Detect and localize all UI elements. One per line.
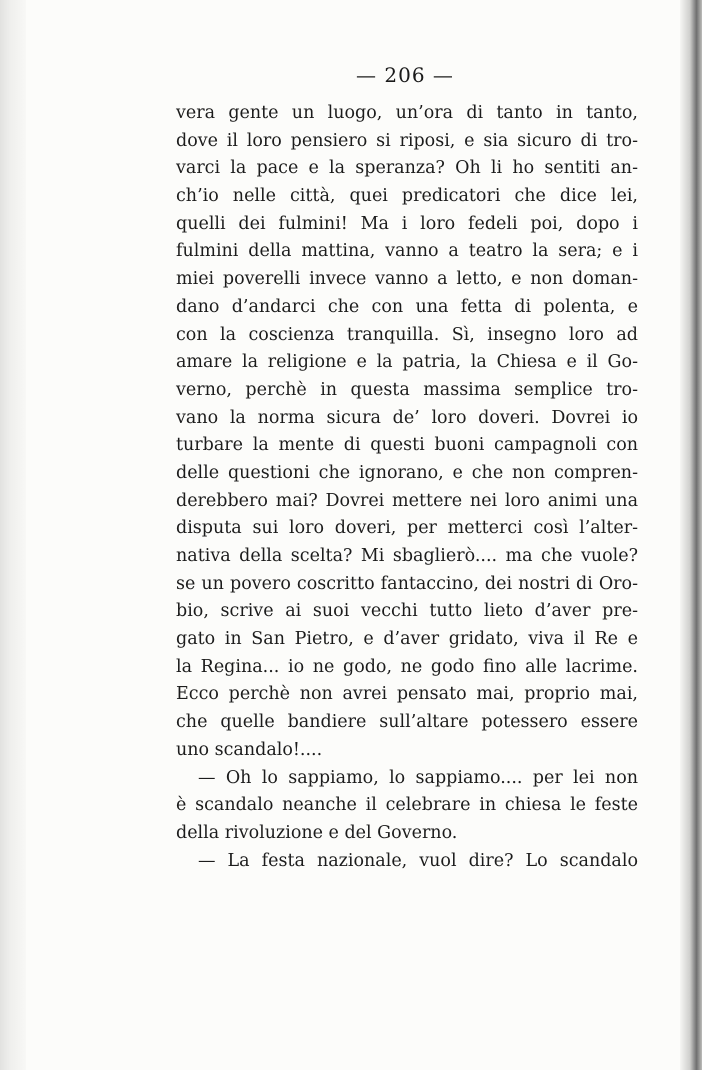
text-line: gato in San Pietro, e d’aver gridato, viva il Re e	[176, 629, 638, 650]
text-line: quelli dei fulmini! Ma i loro fedeli poi, dopo i	[176, 213, 638, 234]
text-line: uno scandalo!....	[176, 739, 323, 760]
text-line: con la coscienza tranquilla. Sì, insegno loro ad	[176, 324, 638, 345]
text-line: — La festa nazionale, vuol dire? Lo scandalo	[198, 850, 638, 871]
page-number: — 206 —	[356, 63, 454, 87]
text-line: disputa sui loro doveri, per metterci così l’alter-	[176, 518, 638, 539]
text-line: derebbero mai? Dovrei mettere nei loro animi una	[176, 490, 638, 511]
book-binding-edge	[680, 0, 702, 1070]
text-line: nativa della scelta? Mi sbaglierò.... ma che vuole?	[176, 546, 638, 566]
text-line: dove il loro pensiero si riposi, e sia sicuro di tro-	[176, 130, 638, 151]
text-line: che quelle bandiere sull’altare potessero essere	[176, 712, 638, 733]
text-line: delle questioni che ignorano, e che non compren-	[176, 462, 638, 483]
text-line: — Oh lo sappiamo, lo sappiamo.... per lei non	[198, 767, 638, 788]
text-line: se un povero coscritto fantaccino, dei nostri di Oro-	[176, 573, 638, 594]
text-line: bio, scrive ai suoi vecchi tutto lieto d’aver pre-	[176, 601, 638, 622]
text-line: della rivoluzione e del Governo.	[176, 822, 458, 843]
text-line: fulmini della mattina, vanno a teatro la sera; e i	[176, 241, 638, 262]
body-text	[176, 100, 638, 875]
text-line: la Regina... io ne godo, ne godo fino alle lacrime.	[176, 656, 638, 677]
text-line: vera gente un luogo, un’ora di tanto in tanto,	[176, 103, 638, 123]
text-line: turbare la mente di questi buoni campagnoli con	[176, 435, 638, 456]
page-left-edge	[0, 0, 26, 1070]
text-line: è scandalo neanche il celebrare in chiesa le feste	[176, 795, 638, 816]
text-line: ch’io nelle città, quei predicatori che dice lei,	[176, 186, 638, 207]
text-line: varci la pace e la speranza? Oh li ho sentiti an-	[176, 158, 638, 179]
text-line: amare la religione e la patria, la Chiesa e il Go-	[176, 352, 638, 373]
text-line: Ecco perchè non avrei pensato mai, proprio mai,	[176, 684, 638, 705]
text-line: vano la norma sicura de’ loro doveri. Dovrei io	[176, 407, 638, 428]
text-line: dano d’andarci che con una fetta di polenta, e	[176, 296, 638, 317]
text-line: verno, perchè in questa massima semplice tro-	[176, 379, 638, 400]
text-line: miei poverelli invece vanno a letto, e non doman-	[176, 269, 638, 290]
